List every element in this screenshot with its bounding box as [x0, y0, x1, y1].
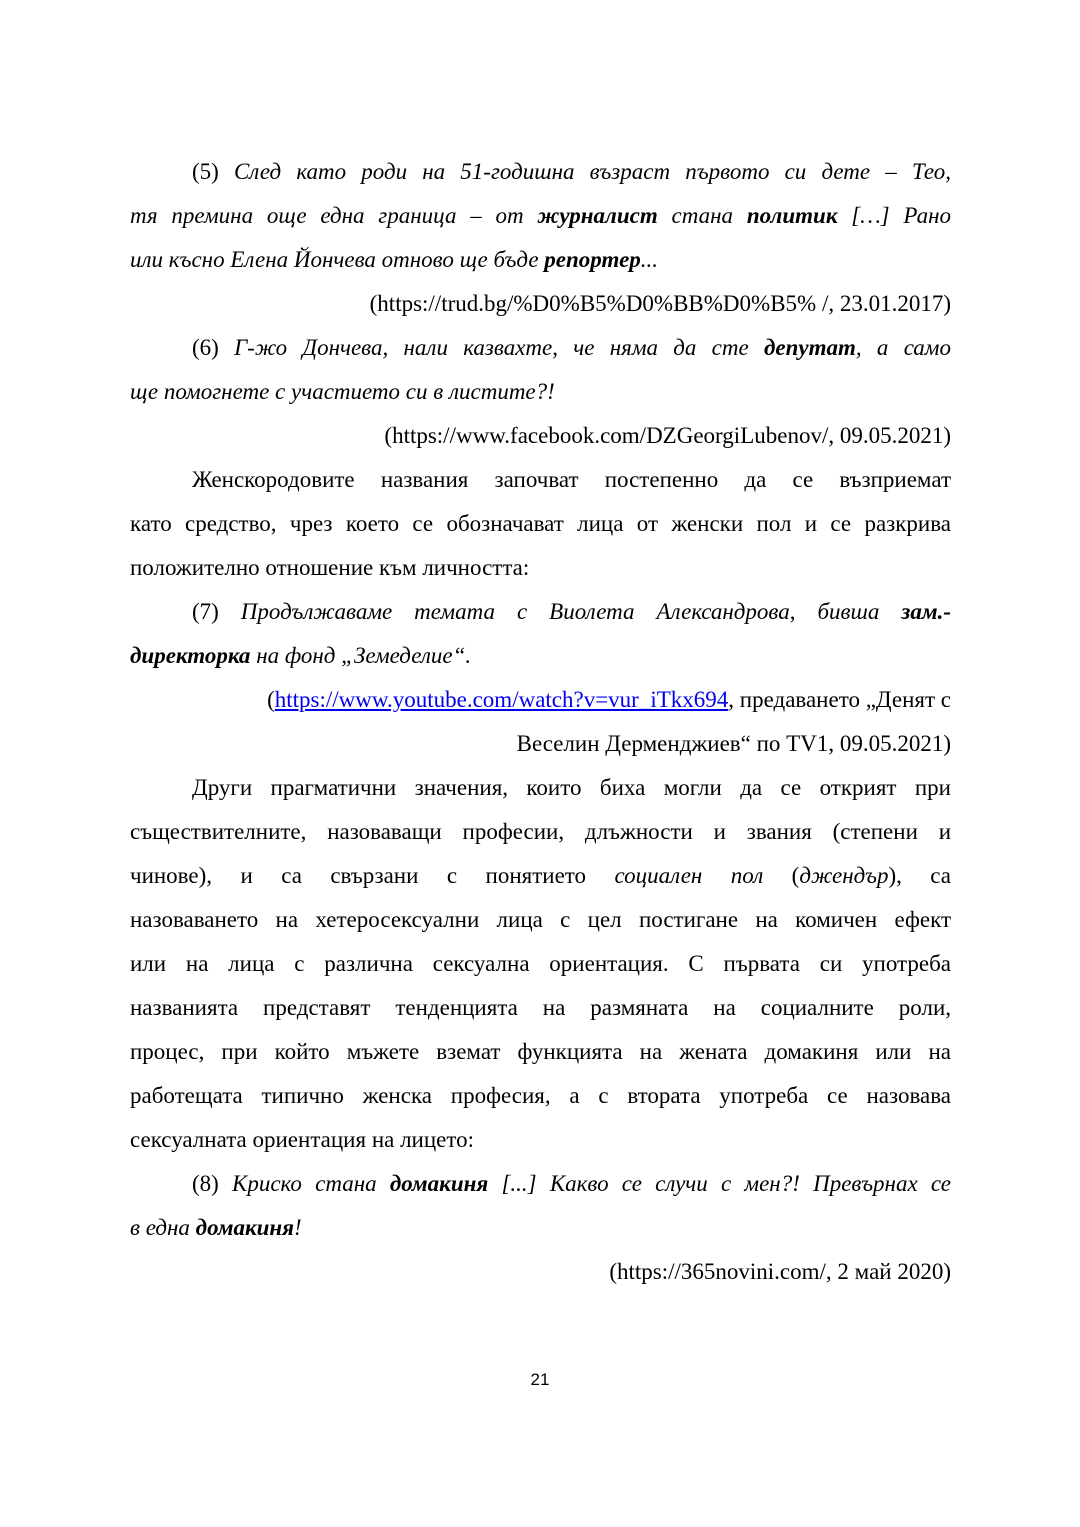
example-8-source: (https://365novini.com/, 2 май 2020)	[609, 1259, 951, 1284]
example-text: на фонд „Земеделие“.	[250, 643, 472, 668]
bold-term: политик	[746, 203, 838, 228]
example-text: […] Рано	[837, 203, 952, 228]
youtube-link[interactable]: https://www.youtube.com/watch?v=vur_iTkx694	[274, 687, 729, 712]
example-text: в една	[130, 1215, 196, 1240]
bold-term: репортер	[544, 247, 641, 272]
example-text: тя премина още една граница – от	[130, 203, 538, 228]
paragraph-1-line-2: като средство, чрез което се обозначават лица от женски пол и се разкрива	[130, 511, 951, 536]
example-number: (8)	[192, 1171, 233, 1196]
example-text: ще помогнете с участието си в листите?!	[130, 379, 555, 404]
paragraph-text: ), са	[888, 863, 951, 888]
paragraph-2-line-6: названията представят тенденцията на размяната на социалните роли,	[130, 995, 951, 1020]
example-number: (5)	[192, 159, 234, 184]
italic-term: джендър	[799, 863, 889, 888]
example-text: стана	[657, 203, 747, 228]
example-6-source: (https://www.facebook.com/DZGeorgiLubenov/, 09.05.2021)	[384, 423, 951, 448]
bold-term: домакиня	[195, 1215, 295, 1240]
example-6-line-1	[130, 333, 951, 363]
paragraph-2-line-2: съществителните, назоваващи професии, длъжности и звания (степени и	[130, 819, 951, 844]
example-text: [...] Какво се случи с мен?! Превърнах се	[488, 1171, 951, 1196]
bold-term: директорка	[130, 643, 251, 668]
example-text: ,	[789, 599, 818, 624]
example-text: , а само	[855, 335, 951, 360]
example-8-line-2	[130, 1213, 951, 1243]
example-7-source-line-1	[130, 685, 951, 715]
paragraph-2-line-4: назоваването на хетеросексуални лица с цел постигане на комичен ефект	[130, 907, 951, 932]
italic-term: социален пол	[614, 863, 764, 888]
example-5-line-2	[130, 201, 951, 231]
example-text: ...	[640, 247, 659, 272]
bold-term: депутат	[763, 335, 856, 360]
example-5-line-1	[130, 157, 951, 187]
paragraph-1-line-1: Женскородовите названия започват постепенно да се възприемат	[192, 467, 951, 492]
example-text: Продължаваме темата с Виолета Александрова	[240, 599, 790, 624]
example-text: Криско стана	[232, 1171, 390, 1196]
example-8-line-1	[130, 1169, 951, 1199]
example-5-line-3	[130, 245, 951, 275]
example-7-line-2	[130, 641, 951, 671]
bold-term: зам.-	[901, 599, 951, 624]
example-text: бивша	[817, 599, 902, 624]
example-number: (6)	[192, 335, 235, 360]
paragraph-2-line-3	[130, 861, 951, 891]
example-7-line-1	[130, 597, 951, 627]
paragraph-2-line-8: работещата типично женска професия, а с втората употреба се назовава	[130, 1083, 951, 1108]
paragraph-2-line-5: или на лица с различна сексуална ориентация. С първата си употреба	[130, 951, 951, 976]
example-text: !	[294, 1215, 302, 1240]
bold-term: домакиня	[389, 1171, 489, 1196]
example-number: (7)	[192, 599, 241, 624]
example-5-source: (https://trud.bg/%D0%B5%D0%BB%D0%B5% /, 23.01.2017)	[369, 291, 951, 316]
example-text: След като роди на 51-годишна възраст първото си дете – Тео,	[233, 159, 951, 184]
paragraph-text: (	[763, 863, 800, 888]
paragraph-2-line-9: сексуалната ориентация на лицето:	[130, 1127, 475, 1152]
paragraph-2-line-7: процес, при който мъжете вземат функцията на жената домакиня или на	[130, 1039, 951, 1064]
source-text: , предаването „Денят с	[728, 687, 951, 712]
source-text: (	[267, 687, 275, 712]
example-7-source-line-2: Веселин Дерменджиев“ по TV1, 09.05.2021)	[516, 731, 951, 756]
page-number: 21	[530, 1370, 550, 1389]
paragraph-text: чинове), и са свързани с понятието	[130, 863, 615, 888]
example-6-line-2	[130, 377, 951, 407]
paragraph-2-line-1: Други прагматични значения, които биха могли да се открият при	[192, 775, 951, 800]
bold-term: журналист	[537, 203, 658, 228]
paragraph-1-line-3: положително отношение към личността:	[130, 555, 530, 580]
example-text: Г-жо Дончева, нали казвахте, че няма да сте	[234, 335, 764, 360]
example-text: или късно Елена Йончева отново ще бъде	[130, 247, 545, 272]
